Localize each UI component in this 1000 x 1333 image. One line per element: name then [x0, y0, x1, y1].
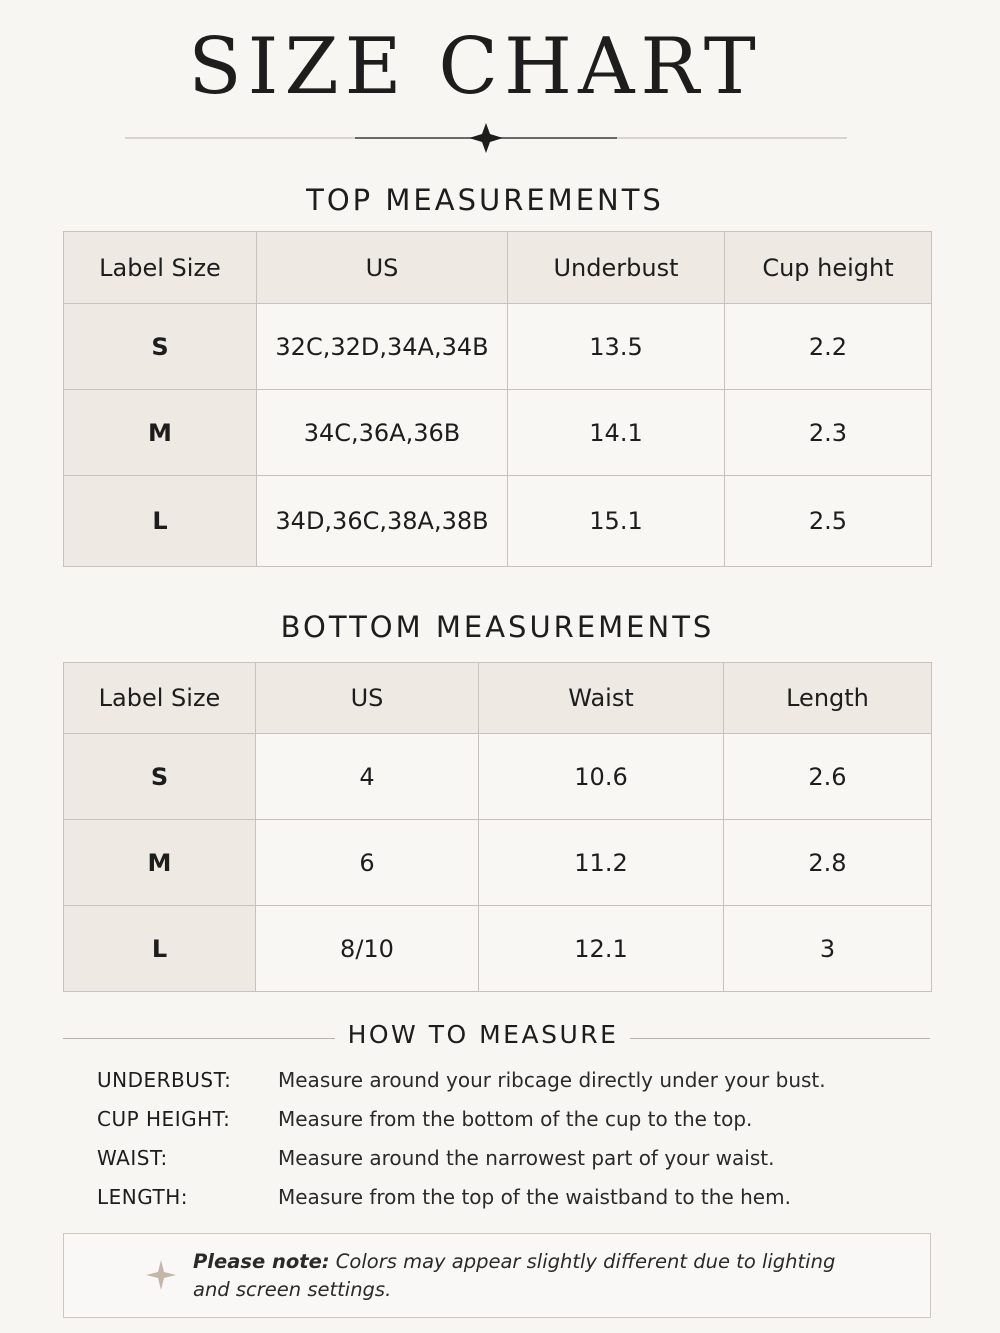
table-row: [64, 304, 932, 390]
definition-term: LENGTH:: [97, 1185, 189, 1209]
definition-term: WAIST:: [97, 1146, 168, 1170]
cell-us: 32C,32D,34A,34B: [257, 304, 508, 390]
cell-underbust: 14.1: [508, 390, 725, 476]
header-cup-height: Cup height: [725, 232, 932, 304]
cell-underbust: 15.1: [508, 476, 725, 567]
definition-row: [97, 1107, 917, 1146]
measurement-definitions: [97, 1068, 917, 1224]
header-us: US: [257, 232, 508, 304]
note-label: Please note:: [193, 1250, 330, 1273]
how-to-measure-title: HOW TO MEASURE: [347, 1020, 619, 1049]
cell-waist: 11.2: [479, 820, 724, 906]
cell-size: L: [64, 906, 256, 992]
cell-us: 34C,36A,36B: [257, 390, 508, 476]
divider-ornament: [125, 122, 847, 156]
top-measurements-table: [63, 231, 932, 567]
header-underbust: Underbust: [508, 232, 725, 304]
sparkle-icon: [144, 1258, 178, 1292]
cell-us: 6: [256, 820, 479, 906]
top-measurements-title: TOP MEASUREMENTS: [306, 183, 664, 217]
cell-us: 4: [256, 734, 479, 820]
page-title: SIZE CHART: [188, 22, 762, 112]
table-row: [64, 820, 932, 906]
definition-text: Measure from the bottom of the cup to the top.: [278, 1107, 753, 1131]
cell-cup-height: 2.2: [725, 304, 932, 390]
cell-size: S: [64, 304, 257, 390]
table-row: [64, 734, 932, 820]
definition-text: Measure around the narrowest part of your waist.: [278, 1146, 775, 1170]
header-waist: Waist: [479, 663, 724, 734]
cell-size: L: [64, 476, 257, 567]
cell-us: 8/10: [256, 906, 479, 992]
note-body: Colors may appear slightly different due to lighting and screen settings.: [193, 1250, 836, 1301]
header-label-size: Label Size: [64, 663, 256, 734]
definition-term: CUP HEIGHT:: [97, 1107, 231, 1131]
header-length: Length: [724, 663, 932, 734]
table-header-row: [64, 232, 932, 304]
definition-row: [97, 1068, 917, 1107]
definition-row: [97, 1146, 917, 1185]
cell-size: M: [64, 820, 256, 906]
definition-row: [97, 1185, 917, 1224]
header-label-size: Label Size: [64, 232, 257, 304]
cell-length: 3: [724, 906, 932, 992]
note-text: [193, 1248, 873, 1304]
definition-term: UNDERBUST:: [97, 1068, 232, 1092]
table-row: [64, 906, 932, 992]
cell-cup-height: 2.5: [725, 476, 932, 567]
divider-line-right: [630, 1038, 930, 1039]
bottom-measurements-title: BOTTOM MEASUREMENTS: [280, 610, 715, 644]
table-header-row: [64, 663, 932, 734]
table-row: [64, 476, 932, 567]
cell-length: 2.6: [724, 734, 932, 820]
four-point-star-icon: [469, 123, 503, 153]
definition-text: Measure from the top of the waistband to the hem.: [278, 1185, 791, 1209]
cell-us: 34D,36C,38A,38B: [257, 476, 508, 567]
cell-length: 2.8: [724, 820, 932, 906]
cell-underbust: 13.5: [508, 304, 725, 390]
cell-size: S: [64, 734, 256, 820]
how-to-measure-heading: [63, 1020, 931, 1060]
note-box: [63, 1233, 931, 1318]
table-row: [64, 390, 932, 476]
cell-cup-height: 2.3: [725, 390, 932, 476]
header-us: US: [256, 663, 479, 734]
cell-size: M: [64, 390, 257, 476]
cell-waist: 10.6: [479, 734, 724, 820]
bottom-measurements-table: [63, 662, 932, 992]
cell-waist: 12.1: [479, 906, 724, 992]
definition-text: Measure around your ribcage directly under your bust.: [278, 1068, 826, 1092]
